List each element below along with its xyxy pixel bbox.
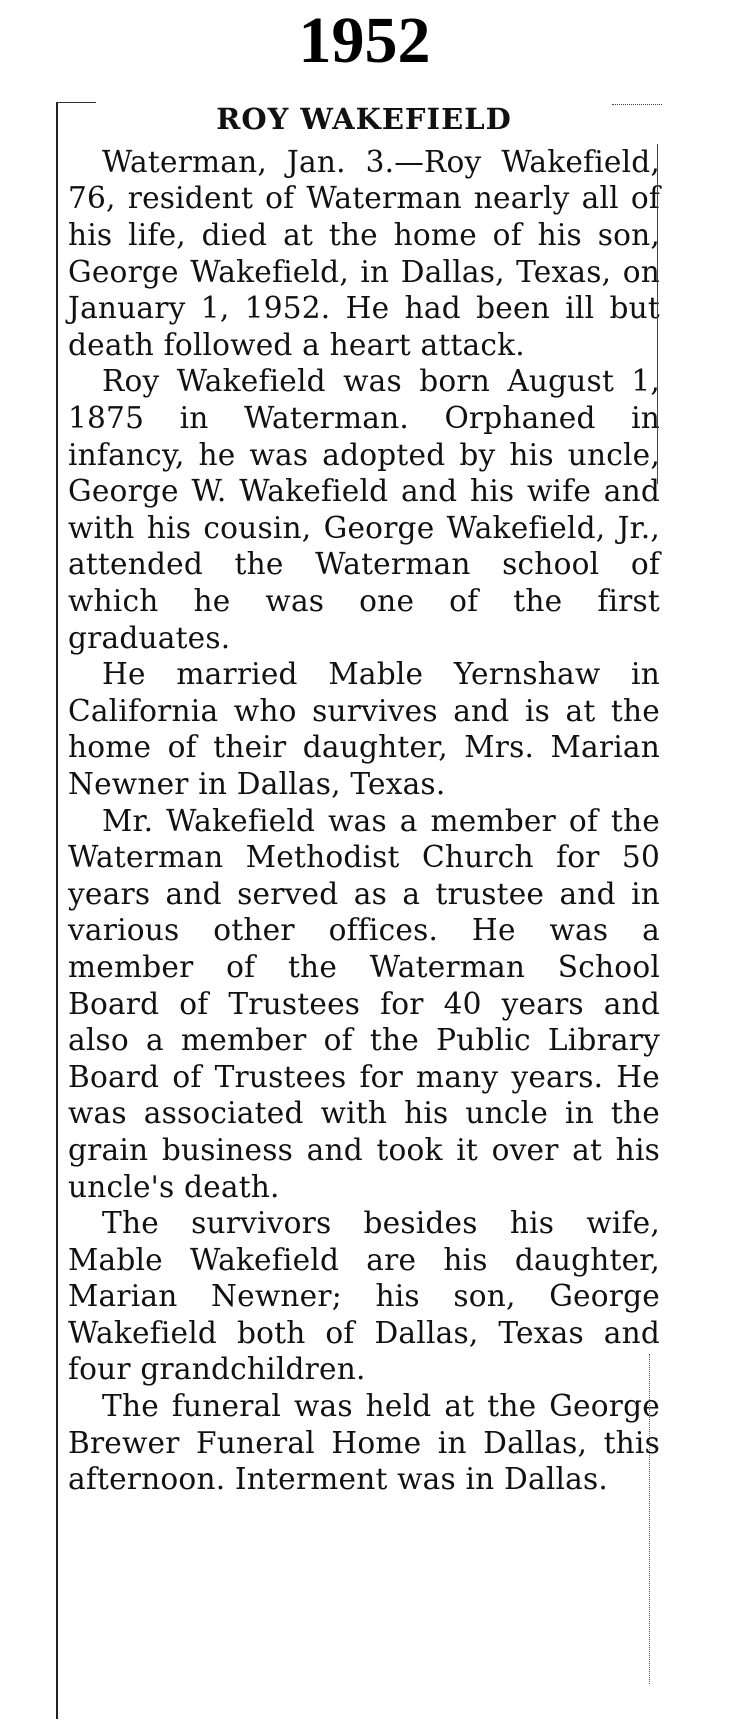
clipping-right-edge bbox=[657, 144, 658, 484]
clipping-right-lower-edge bbox=[649, 1354, 650, 1684]
clipping-left-edge bbox=[56, 102, 58, 1719]
paragraph-death-notice: Waterman, Jan. 3.—Roy Wakefield, 76, resident of Waterman nearly all of his life, died at the home of his son, George Wakefield, in Dallas, Texas, on January 1, 1952. He had been ill but death followed a heart attack. bbox=[68, 144, 660, 362]
clipping-top-edge bbox=[56, 102, 96, 103]
clipping-top-right-edge bbox=[612, 104, 662, 105]
newspaper-clipping bbox=[56, 94, 666, 1719]
paragraph-funeral: The funeral was held at the George Brewer Funeral Home in Dallas, this afternoon. Interment was in Dallas. bbox=[68, 1389, 660, 1497]
paragraph-community-service: Mr. Wakefield was a member of the Waterman Methodist Church for 50 years and served as a trustee and in various other offices. He was a member of the Waterman School Board of Trustees for 40 years and also a member of the Public Library Board of Trustees for many years. He was associated with his uncle in the grain business and took it over at his uncle's death. bbox=[68, 803, 660, 1204]
paragraph-marriage: He married Mable Yernshaw in California who survives and is at the home of their daughter, Mrs. Marian Newner in Dallas, Texas. bbox=[68, 657, 660, 801]
obituary-headline: ROY WAKEFIELD bbox=[216, 102, 512, 136]
paragraph-early-life: Roy Wakefield was born August 1, 1875 in Waterman. Orphaned in infancy, he was adopted by his uncle, George W. Wakefield and his wife and with his cousin, George Wakefield, Jr., attended the Waterman school of which he was one of the first graduates. bbox=[68, 364, 660, 655]
paragraph-survivors: The survivors besides his wife, Mable Wakefield are his daughter, Marian Newner; his son, George Wakefield both of Dallas, Texas and four grandchildren. bbox=[68, 1206, 660, 1387]
year-heading: 1952 bbox=[298, 4, 431, 77]
